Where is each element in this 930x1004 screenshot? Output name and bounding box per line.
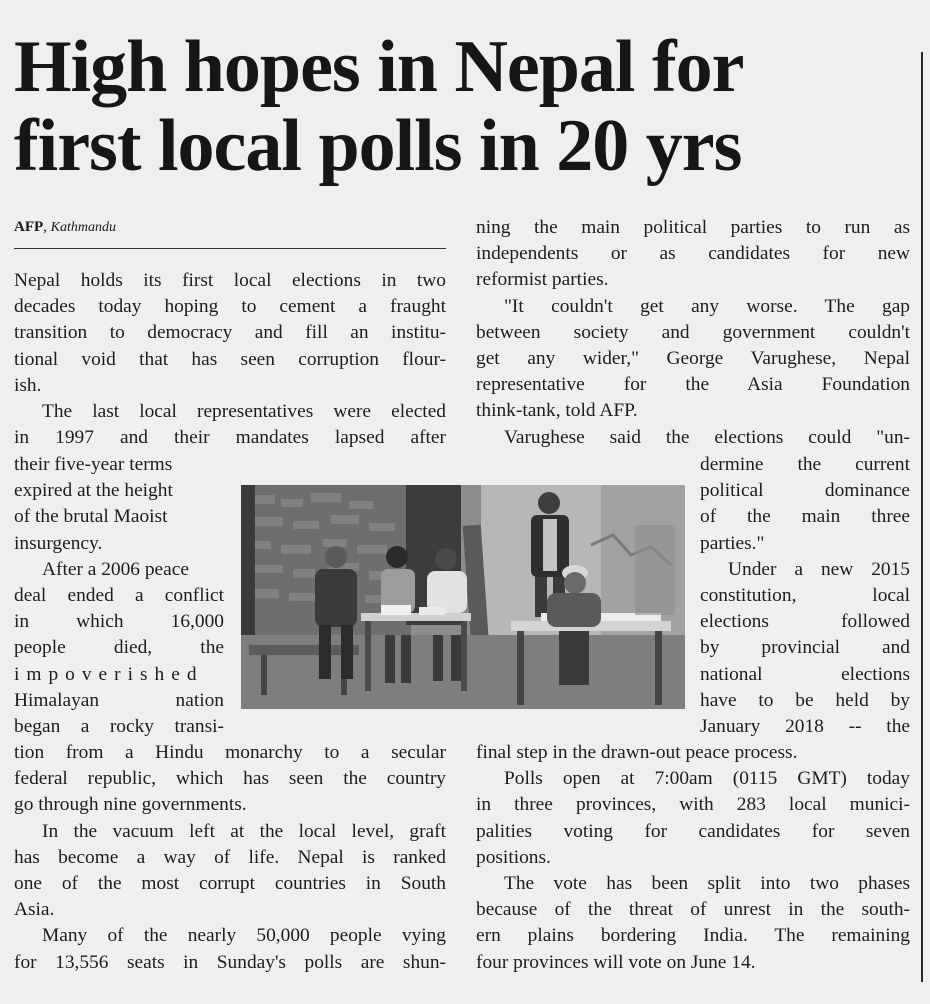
text-line: think-tank, told AFP. xyxy=(476,400,638,422)
text-line: positions. xyxy=(476,846,551,868)
text-line: by provincial and xyxy=(700,637,910,659)
text-line: in three provinces, with 283 local munici- xyxy=(476,794,910,816)
text-line: of the brutal Maoist xyxy=(14,506,168,528)
text-line: dermine the current xyxy=(700,454,910,475)
text-line: Himalayan nation xyxy=(14,689,224,711)
text-line: for 13,556 seats in Sunday's polls are shun- xyxy=(14,951,446,973)
byline-separator: , xyxy=(43,219,51,235)
byline-place: Kathmandu xyxy=(50,220,117,235)
text-line: impoverished xyxy=(14,663,204,685)
headline-line-1: High hopes in Nepal for xyxy=(14,26,744,108)
text-line: ish. xyxy=(14,374,42,396)
text-line: palities voting for candidates for seven xyxy=(476,820,910,842)
text-line: in 1997 and their mandates lapsed after xyxy=(14,427,446,449)
text-line: go through nine governments. xyxy=(14,794,247,816)
text-line: federal republic, which has seen the country xyxy=(14,768,446,790)
photo-polling-station xyxy=(241,485,685,709)
article-column-left xyxy=(14,268,446,451)
text-line: expired at the height xyxy=(14,480,173,502)
text-line: final step in the drawn-out peace process. xyxy=(476,742,798,763)
article-column-left-bottom xyxy=(14,740,446,976)
text-line: elections followed xyxy=(700,611,910,633)
text-line: four provinces will vote on June 14. xyxy=(476,951,756,973)
text-line: deal ended a conflict xyxy=(14,584,224,606)
text-line: reformist parties. xyxy=(476,269,609,291)
text-line: began a rocky transi- xyxy=(14,715,224,737)
text-line: The vote has been split into two phases xyxy=(504,872,910,894)
text-line: In the vacuum left at the local level, graft xyxy=(42,820,446,842)
text-line: their five-year terms xyxy=(14,454,173,475)
text-line: in which 16,000 xyxy=(14,611,224,633)
text-line: parties." xyxy=(700,532,765,554)
text-line: Varughese said the elections could "un- xyxy=(504,426,910,448)
text-line: because of the threat of unrest in the south- xyxy=(476,899,910,921)
text-line: independents or as candidates for new xyxy=(476,243,910,265)
text-line: have to be held by xyxy=(700,689,910,711)
text-line: has become a way of life. Nepal is ranked xyxy=(14,846,446,868)
text-line: representative for the Asia Foundation xyxy=(476,374,910,396)
column-rule xyxy=(921,52,923,982)
article-column-right xyxy=(476,215,910,451)
byline-agency: AFP xyxy=(14,219,44,235)
text-line: insurgency. xyxy=(14,532,103,554)
text-line: The last local representatives were elected xyxy=(42,400,446,422)
text-line: ning the main political parties to run as xyxy=(476,217,910,238)
text-line: get any wider," George Varughese, Nepal xyxy=(476,347,910,369)
article-column-right-wrap xyxy=(700,452,910,740)
text-line: people died, the xyxy=(14,637,224,659)
article-column-left-wrap xyxy=(14,452,224,740)
text-line: tion from a Hindu monarchy to a secular xyxy=(14,742,446,763)
text-line: Many of the nearly 50,000 people vying xyxy=(42,925,446,947)
text-line: of the main three xyxy=(700,506,910,528)
text-line: between society and government couldn't xyxy=(476,321,910,343)
byline xyxy=(14,219,116,236)
text-line: "It couldn't get any worse. The gap xyxy=(504,295,910,317)
text-line: political dominance xyxy=(700,480,910,502)
text-line: decades today hoping to cement a fraught xyxy=(14,296,446,318)
text-line: Asia. xyxy=(14,899,55,921)
text-line: one of the most corrupt countries in South xyxy=(14,872,446,894)
text-line: national elections xyxy=(700,663,910,685)
text-line: Nepal holds its first local elections in two xyxy=(14,270,446,291)
news-photo xyxy=(241,485,685,709)
text-line: ern plains bordering India. The remaining xyxy=(476,925,910,947)
text-line: Polls open at 7:00am (0115 GMT) today xyxy=(504,768,910,790)
text-line: tional void that has seen corruption flour- xyxy=(14,348,446,370)
text-line: After a 2006 peace xyxy=(42,558,189,580)
article-column-right-bottom xyxy=(476,740,910,976)
text-line: Under a new 2015 xyxy=(728,558,910,580)
headline xyxy=(14,28,914,186)
text-line: January 2018 -- the xyxy=(700,715,910,737)
byline-divider xyxy=(14,248,446,249)
headline-line-2: first local polls in 20 yrs xyxy=(14,105,742,187)
text-line: transition to democracy and fill an institu- xyxy=(14,322,446,344)
text-line: constitution, local xyxy=(700,584,910,606)
